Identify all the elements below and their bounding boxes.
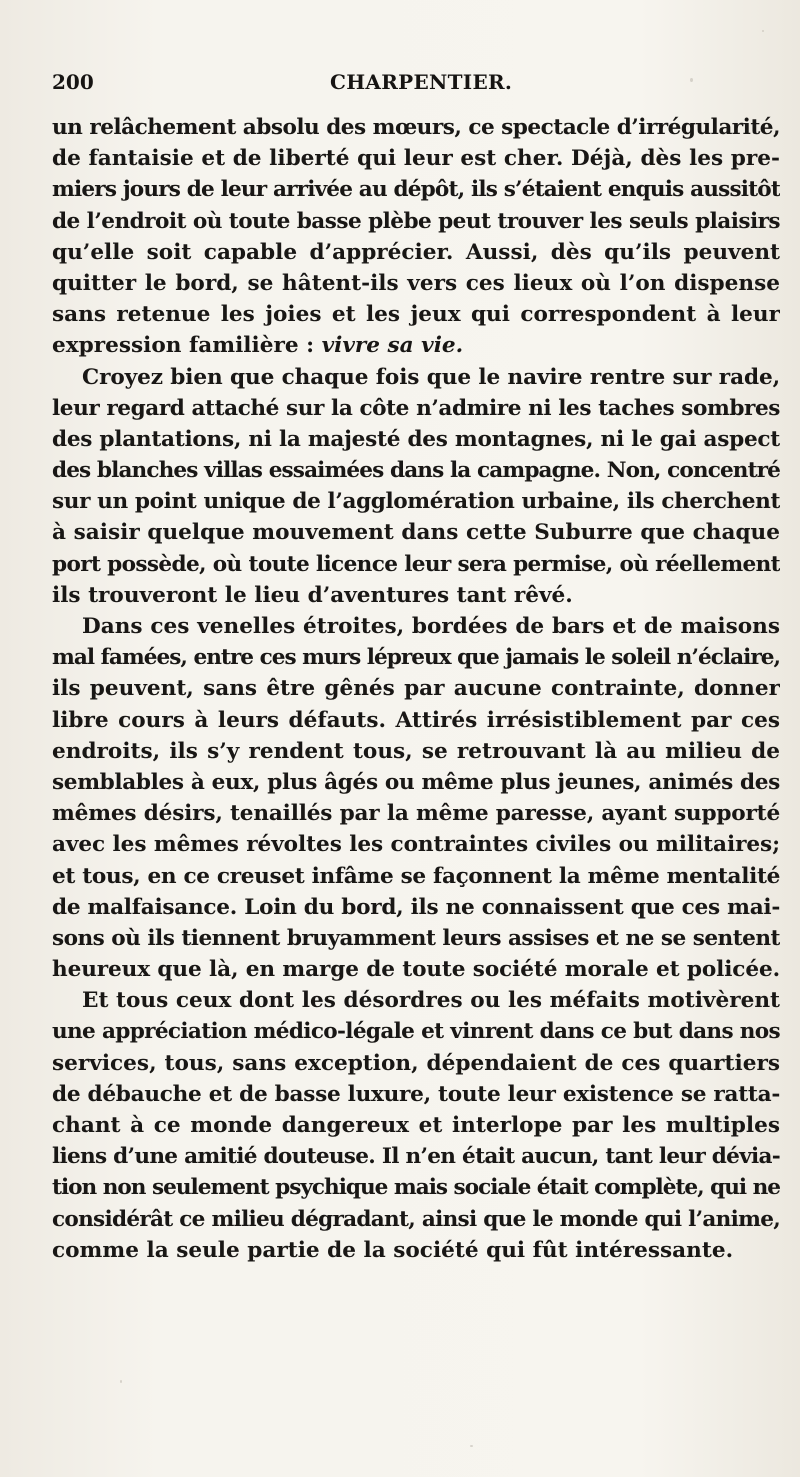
text-line-content: sons où ils tiennent bruyamment leurs assises et ne se sentent — [52, 925, 780, 951]
text-line — [52, 1048, 780, 1079]
text-line — [52, 829, 780, 860]
text-line — [52, 393, 780, 424]
text-line — [52, 143, 780, 174]
text-line — [52, 112, 780, 143]
text-line-content: considérât ce milieu dégradant, ainsi que le monde qui l’anime, — [52, 1206, 780, 1232]
text-line-content: Dans ces venelles étroites, bordées de bars et de maisons — [82, 614, 780, 639]
text-line-content: Croyez bien que chaque fois que le navire rentre sur rade, — [82, 364, 780, 390]
text-line-content: liens d’une amitié douteuse. Il n’en était aucun, tant leur dévia- — [52, 1144, 780, 1170]
text-line-content: de débauche et de basse luxure, toute leur existence se ratta- — [52, 1081, 780, 1107]
text-line-content: de malfaisance. Loin du bord, ils ne connaissent que ces mai- — [52, 894, 780, 920]
paper-speck — [690, 78, 693, 82]
text-line — [52, 517, 780, 548]
text-line — [52, 892, 780, 923]
text-line — [52, 736, 780, 767]
text-line-content: qu’elle soit capable d’apprécier. Aussi, dès qu’ils peuvent — [52, 239, 780, 265]
text-line-content: des blanches villas essaimées dans la campagne. Non, concentré — [52, 458, 780, 484]
text-line — [52, 861, 780, 892]
text-line — [52, 1204, 780, 1235]
text-line-content: comme la seule partie de la société qui fût intéressante. — [52, 1237, 734, 1263]
text-line — [52, 299, 780, 330]
text-line — [52, 1079, 780, 1110]
text-line — [52, 1110, 780, 1141]
text-line — [52, 767, 780, 798]
text-line-content: sans retenue les joies et les jeux qui correspondent à leur — [52, 302, 780, 328]
text-line-content: mêmes désirs, tenaillés par la même paresse, ayant supporté — [52, 801, 780, 827]
text-line — [52, 954, 780, 985]
text-line — [52, 174, 780, 205]
text-line-content: tion non seulement psychique mais sociale était complète, qui ne — [52, 1175, 780, 1201]
text-line-content: de fantaisie et de liberté qui leur est cher. Déjà, dès les pre- — [52, 146, 780, 172]
text-line-content: semblables à eux, plus âgés ou même plus jeunes, animés des — [52, 769, 780, 795]
text-line-content: leur regard attaché sur la côte n’admire ni les taches sombres — [52, 395, 780, 421]
italic-phrase: vivre sa vie. — [321, 333, 464, 359]
text-line — [52, 673, 780, 704]
text-line-content: quitter le bord, se hâtent-ils vers ces lieux où l’on dispense — [52, 270, 780, 296]
text-line-content: mal famées, entre ces murs lépreux que jamais le soleil n’éclaire, — [52, 645, 780, 671]
text-line — [52, 362, 780, 393]
text-line — [52, 798, 780, 829]
text-line — [52, 455, 780, 486]
text-line — [52, 330, 780, 361]
text-line — [52, 611, 780, 642]
text-line-content: expression familière : — [52, 333, 315, 359]
text-line-content: sur un point unique de l’agglomération urbaine, ils cherchent — [52, 489, 780, 515]
text-line-content: une appréciation médico-légale et vinrent dans ce but dans nos — [52, 1019, 780, 1045]
text-line — [52, 642, 780, 673]
text-line-content: services, tous, sans exception, dépendaient de ces quartiers — [52, 1050, 780, 1076]
text-line — [52, 705, 780, 736]
text-line — [52, 206, 780, 237]
text-line — [52, 1235, 780, 1266]
text-line — [52, 424, 780, 455]
text-line-content: et tous, en ce creuset infâme se façonnent la même mentalité — [52, 863, 780, 889]
page-header — [52, 70, 782, 104]
paper-speck — [762, 30, 764, 32]
text-line-content: avec les mêmes révoltes les contraintes civiles ou militaires; — [52, 832, 780, 858]
text-line — [52, 549, 780, 580]
text-line — [52, 268, 780, 299]
text-line — [52, 486, 780, 517]
page-number: 200 — [52, 70, 94, 94]
text-line-content: un relâchement absolu des mœurs, ce spectacle d’irrégularité, — [52, 115, 780, 140]
text-line-content: de l’endroit où toute basse plèbe peut trouver les seuls plaisirs — [52, 208, 780, 234]
text-line-content: port possède, où toute licence leur sera permise, où réellement — [52, 551, 780, 577]
text-line-content: ils trouveront le lieu d’aventures tant rêvé. — [52, 582, 573, 608]
text-line — [52, 923, 780, 954]
text-line — [52, 1016, 780, 1047]
running-head: CHARPENTIER. — [330, 70, 513, 94]
text-line-content: libre cours à leurs défauts. Attirés irrésistiblement par ces — [52, 707, 780, 733]
text-line-content: Et tous ceux dont les désordres ou les méfaits motivèrent — [82, 988, 780, 1014]
text-line — [52, 237, 780, 268]
text-line-content: ils peuvent, sans être gênés par aucune contrainte, donner — [52, 676, 780, 702]
text-line — [52, 1172, 780, 1203]
text-line — [52, 985, 780, 1016]
text-line-content: à saisir quelque mouvement dans cette Suburre que chaque — [52, 520, 780, 546]
text-line-content: chant à ce monde dangereux et interlope par les multiples — [52, 1113, 780, 1138]
text-line-content: heureux que là, en marge de toute société morale et policée. — [52, 957, 780, 983]
body-text — [52, 112, 780, 1266]
text-line-content: des plantations, ni la majesté des montagnes, ni le gai aspect — [52, 426, 780, 452]
text-line-content: endroits, ils s’y rendent tous, se retrouvant là au milieu de — [52, 738, 780, 764]
text-line — [52, 580, 780, 611]
paper-speck — [470, 1445, 473, 1447]
paper-speck — [120, 1380, 122, 1383]
text-line — [52, 1141, 780, 1172]
text-line-content: miers jours de leur arrivée au dépôt, ils s’étaient enquis aussitôt — [52, 177, 780, 203]
